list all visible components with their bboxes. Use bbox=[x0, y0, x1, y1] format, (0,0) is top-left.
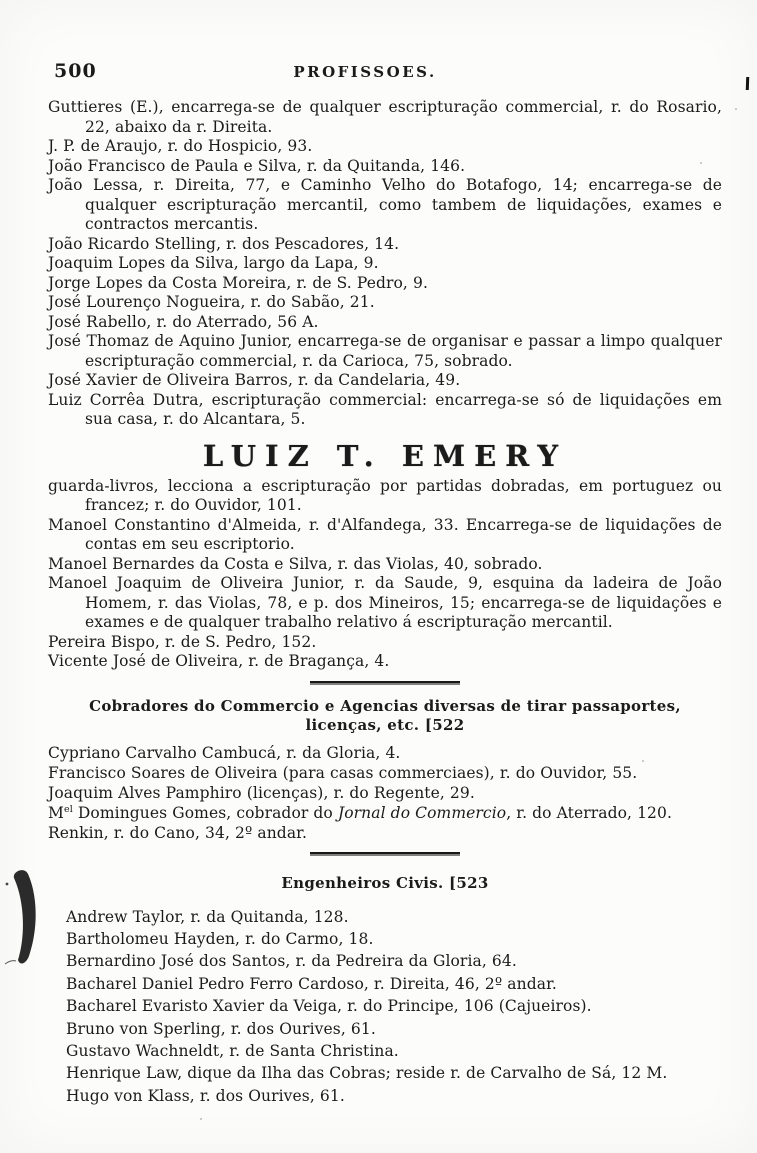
directory-entry: Manoel Joaquim de Oliveira Junior, r. da Saude, 9, esquina da ladeira de João Homem, r. das Violas, 78, e p. dos Mineiros, 15; encarrega-se de liquidações e exames e de qualquer trabalho relativo á escripturação mercantil. bbox=[48, 574, 722, 631]
running-title: PROFISSOES. bbox=[293, 63, 437, 81]
entry-text: , r. do Aterrado, 120. bbox=[506, 803, 673, 822]
directory-entry: Hugo von Klass, r. dos Ourives, 61. bbox=[66, 1086, 345, 1105]
directory-entry: José Xavier de Oliveira Barros, r. da Candelaria, 49. bbox=[48, 371, 461, 389]
entry-text: M bbox=[48, 803, 64, 822]
heading-line: licenças, etc. [522 bbox=[305, 715, 465, 734]
directory-entry: Henrique Law, dique da Ilha das Cobras; reside r. de Carvalho de Sá, 12 M. bbox=[66, 1064, 668, 1083]
directory-entry: José Rabello, r. do Aterrado, 56 A. bbox=[48, 312, 319, 331]
section-divider bbox=[310, 852, 460, 854]
directory-entry: Renkin, r. do Cano, 34, 2º andar. bbox=[48, 823, 307, 842]
directory-entry: Jorge Lopes da Costa Moreira, r. de S. Pedro, 9. bbox=[48, 273, 428, 292]
directory-entry: guarda-livros, lecciona a escripturação por partidas dobradas, em portuguez ou francez; r. do Ouvidor, 101. bbox=[48, 476, 722, 514]
directory-entry: Bernardino José dos Santos, r. da Pedreira da Gloria, 64. bbox=[66, 952, 517, 971]
directory-entry: João Lessa, r. Direita, 77, e Caminho Velho do Botafogo, 14; encarrega-se de qualquer escripturação mercantil, como tambem de liquidações, exames e contractos mercantis. bbox=[48, 176, 722, 233]
directory-entry: Bruno von Sperling, r. dos Ourives, 61. bbox=[66, 1019, 376, 1038]
directory-entry: José Thomaz de Aquino Junior, encarrega-se de organisar e passar a limpo qualquer escripturação commercial, r. da Carioca, 75, sobrado. bbox=[48, 332, 722, 370]
entry-text: Domingues Gomes, cobrador do bbox=[72, 803, 338, 822]
directory-entry: Bacharel Daniel Pedro Ferro Cardoso, r. Direita, 46, 2º andar. bbox=[66, 974, 557, 993]
section-cobradores-entries bbox=[48, 743, 722, 843]
text-block bbox=[48, 58, 722, 1107]
directory-entry: Joaquim Alves Pamphiro (licenças), r. do Regente, 29. bbox=[48, 783, 475, 802]
directory-entry: Vicente José de Oliveira, r. de Bragança, 4. bbox=[48, 652, 390, 670]
directory-entry: Cypriano Carvalho Cambucá, r. da Gloria, 4. bbox=[48, 743, 401, 762]
superscript-abbreviation: el bbox=[63, 803, 73, 815]
directory-entry: Luiz Corrêa Dutra, escripturação commercial: encarrega-se só de liquidações em sua casa, r. do Alcantara, 5. bbox=[48, 390, 722, 428]
directory-entry: João Francisco de Paula e Silva, r. da Quitanda, 146. bbox=[48, 156, 466, 175]
directory-entry: João Ricardo Stelling, r. dos Pescadores, 14. bbox=[48, 234, 400, 253]
directory-entry bbox=[48, 803, 722, 823]
ink-blot-icon bbox=[2, 868, 40, 972]
directory-entry: Guttieres (E.), encarrega-se de qualquer escripturação commercial, r. do Rosario, 22, abaixo da r. Direita. bbox=[48, 98, 722, 136]
directory-entry: Bacharel Evaristo Xavier da Veiga, r. do Principe, 106 (Cajueiros). bbox=[66, 997, 592, 1016]
directory-entry: Francisco Soares de Oliveira (para casas commerciaes), r. do Ouvidor, 55. bbox=[48, 763, 638, 782]
paper-speck bbox=[200, 1118, 202, 1120]
directory-entry: Manoel Bernardes da Costa e Silva, r. das Violas, 40, sobrado. bbox=[48, 554, 543, 573]
section-heading-engenheiros: Engenheiros Civis. [523 bbox=[281, 873, 489, 892]
heading-line: Cobradores do Commercio e Agencias diversas de tirar passaportes, bbox=[89, 696, 681, 715]
page-edge-mark-icon bbox=[746, 77, 749, 90]
journal-name-italic: Jornal do Commercio bbox=[337, 803, 507, 822]
section-emery-entries bbox=[48, 477, 722, 672]
directory-entry: J. P. de Araujo, r. do Hospicio, 93. bbox=[48, 137, 313, 155]
page-header bbox=[48, 58, 722, 88]
directory-entry: Bartholomeu Hayden, r. do Carmo, 18. bbox=[66, 929, 374, 948]
directory-entry: Manoel Constantino d'Almeida, r. d'Alfandega, 33. Encarrega-se de liquidações de contas em seu escriptorio. bbox=[48, 515, 722, 553]
section-engenheiros-entries bbox=[66, 906, 722, 1108]
section-heading-cobradores bbox=[58, 697, 712, 735]
directory-entry: Andrew Taylor, r. da Quitanda, 128. bbox=[66, 907, 349, 926]
advertisement-title: LUIZ T. EMERY bbox=[202, 438, 568, 473]
directory-entry: Pereira Bispo, r. de S. Pedro, 152. bbox=[48, 632, 317, 651]
section-guarda-livros bbox=[48, 98, 722, 430]
paper-speck bbox=[735, 108, 737, 110]
section-divider bbox=[310, 681, 460, 683]
directory-entry: Gustavo Wachneldt, r. de Santa Christina. bbox=[66, 1041, 399, 1060]
directory-entry: José Lourenço Nogueira, r. do Sabão, 21. bbox=[48, 293, 375, 311]
directory-entry: Joaquim Lopes da Silva, largo da Lapa, 9. bbox=[48, 254, 379, 272]
page-number: 500 bbox=[54, 60, 97, 82]
